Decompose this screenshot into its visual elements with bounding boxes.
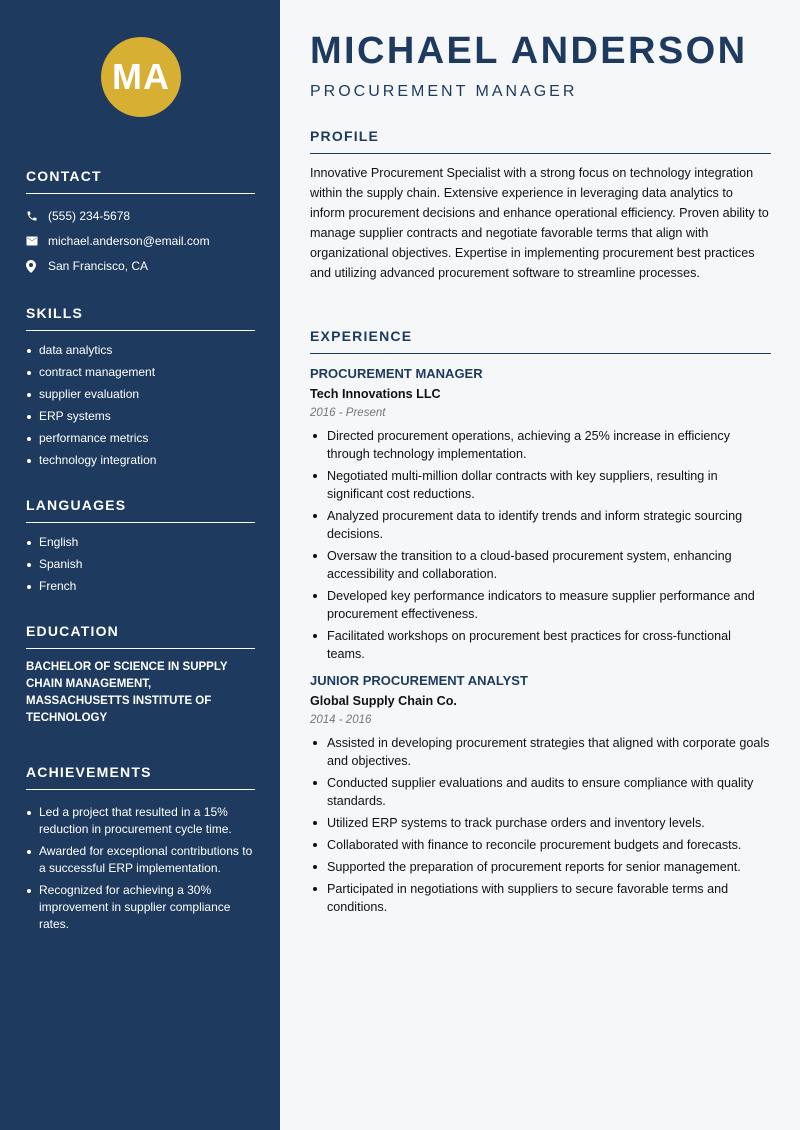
job-bullet: Negotiated multi-million dollar contracts with key suppliers, resulting in significant cost reductions. <box>310 467 771 503</box>
email-text[interactable]: michael.anderson@email.com <box>48 234 210 248</box>
skill-item: supplier evaluation <box>26 386 255 403</box>
skill-item: data analytics <box>26 342 255 359</box>
profile-section <box>310 128 771 283</box>
job-company: Global Supply Chain Co. <box>310 694 457 708</box>
achievements-section <box>26 764 255 938</box>
location-pin-icon <box>26 260 48 273</box>
skills-section <box>26 305 255 474</box>
languages-list <box>26 534 255 595</box>
job-bullet: Developed key performance indicators to measure supplier performance and procurement effectiveness. <box>310 587 771 623</box>
email-icon <box>26 236 48 246</box>
achievements-heading: ACHIEVEMENTS <box>26 764 255 790</box>
experience-section <box>310 328 771 920</box>
education-heading: EDUCATION <box>26 623 255 649</box>
languages-section <box>26 497 255 600</box>
skills-list <box>26 342 255 469</box>
job-bullet: Facilitated workshops on procurement best practices for cross-functional teams. <box>310 627 771 663</box>
candidate-title: PROCUREMENT MANAGER <box>310 83 578 100</box>
skill-item: contract management <box>26 364 255 381</box>
education-degree: BACHELOR OF SCIENCE IN SUPPLY CHAIN MANAGEMENT, MASSACHUSETTS INSTITUTE OF TECHNOLOGY <box>26 661 228 724</box>
job-bullet: Assisted in developing procurement strategies that aligned with corporate goals and objectives. <box>310 734 771 770</box>
phone-text[interactable]: (555) 234-5678 <box>48 209 131 223</box>
achievement-item: Led a project that resulted in a 15% reduction in procurement cycle time. <box>26 804 255 838</box>
job-bullets <box>310 734 771 916</box>
profile-heading: PROFILE <box>310 128 771 154</box>
job-bullet: Directed procurement operations, achieving a 25% increase in efficiency through technology implementation. <box>310 427 771 463</box>
job-entry <box>310 366 771 663</box>
contact-phone <box>26 208 255 224</box>
language-item: French <box>26 578 255 595</box>
job-bullet: Oversaw the transition to a cloud-based procurement system, enhancing accessibility and collaboration. <box>310 547 771 583</box>
location-text: San Francisco, CA <box>48 259 149 273</box>
job-bullet: Participated in negotiations with suppliers to secure favorable terms and conditions. <box>310 880 771 916</box>
achievement-item: Awarded for exceptional contributions to a successful ERP implementation. <box>26 843 255 877</box>
sidebar <box>0 0 280 1130</box>
job-entry <box>310 673 771 916</box>
experience-heading: EXPERIENCE <box>310 328 771 354</box>
skill-item: technology integration <box>26 452 255 469</box>
achievements-list <box>26 804 255 933</box>
job-bullet: Conducted supplier evaluations and audits to ensure compliance with quality standards. <box>310 774 771 810</box>
contact-location <box>26 258 255 274</box>
job-dates: 2016 - Present <box>310 407 386 419</box>
phone-icon <box>26 210 48 222</box>
skill-item: ERP systems <box>26 408 255 425</box>
avatar: MA <box>101 37 181 117</box>
profile-text: Innovative Procurement Specialist with a strong focus on technology integration within the supply chain. Extensive experience in leveraging data analytics to inform procurement decisions and enhance operational efficiency. Proven ability to manage supplier contracts and negotiate favorable terms that align with organizational objectives. Expertise in implementing procurement best practices and utilizing advanced procurement software to streamline processes. <box>310 166 769 280</box>
language-item: English <box>26 534 255 551</box>
skill-item: performance metrics <box>26 430 255 447</box>
job-role: JUNIOR PROCUREMENT ANALYST <box>310 673 528 688</box>
job-bullet: Collaborated with finance to reconcile procurement budgets and forecasts. <box>310 836 771 854</box>
job-dates: 2014 - 2016 <box>310 714 372 726</box>
job-bullet: Supported the preparation of procurement reports for senior management. <box>310 858 771 876</box>
candidate-name: MICHAEL ANDERSON <box>310 30 748 72</box>
contact-email <box>26 233 255 249</box>
job-bullets <box>310 427 771 663</box>
job-bullet: Utilized ERP systems to track purchase orders and inventory levels. <box>310 814 771 832</box>
contact-heading: CONTACT <box>26 168 255 194</box>
skills-heading: SKILLS <box>26 305 255 331</box>
contact-section <box>26 168 255 274</box>
language-item: Spanish <box>26 556 255 573</box>
job-bullet: Analyzed procurement data to identify trends and inform strategic sourcing decisions. <box>310 507 771 543</box>
education-section <box>26 623 255 727</box>
job-role: PROCUREMENT MANAGER <box>310 366 483 381</box>
achievement-item: Recognized for achieving a 30% improvement in supplier compliance rates. <box>26 882 255 933</box>
languages-heading: LANGUAGES <box>26 497 255 523</box>
job-company: Tech Innovations LLC <box>310 387 441 401</box>
